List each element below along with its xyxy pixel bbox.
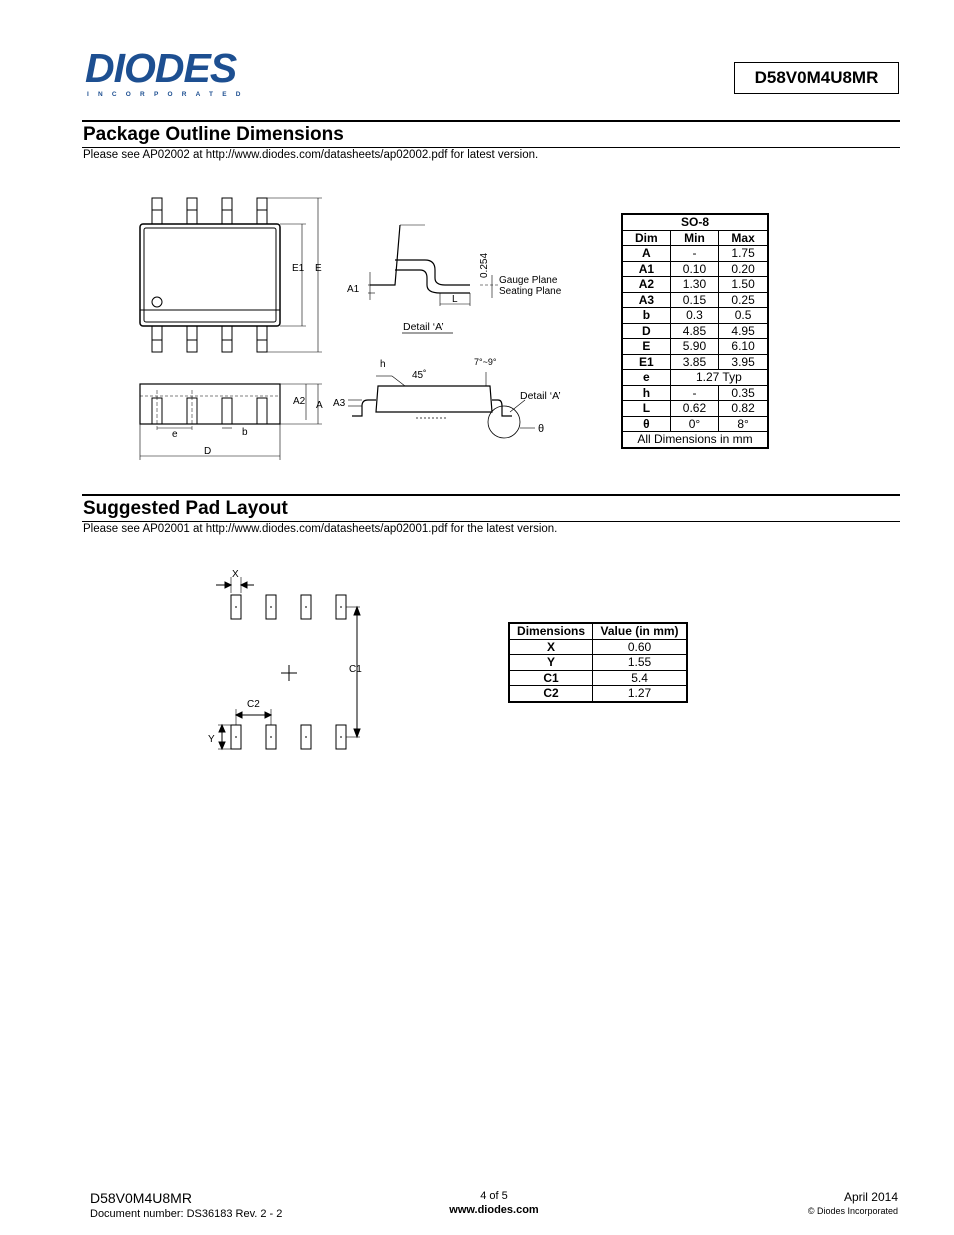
table-row: [622, 323, 768, 339]
table-row: [622, 370, 768, 386]
table-dim-cell: Y: [509, 655, 593, 671]
label-angle45: 45˚: [412, 370, 427, 381]
footer-page-number: 4 of 5: [480, 1190, 508, 1202]
table-header-cell: Max: [719, 230, 768, 246]
pad-section-rule-top: [82, 494, 900, 496]
label-angle79: 7°~9°: [474, 357, 497, 367]
label-l: L: [452, 294, 458, 305]
so8-dimension-table: [621, 213, 769, 449]
label-a1: A1: [347, 284, 360, 295]
pad-dimension-table: [508, 622, 688, 703]
table-row: [622, 401, 768, 417]
pad-section-rule-bottom: [82, 521, 900, 522]
table-row: [622, 416, 768, 432]
label-theta: θ: [538, 423, 545, 435]
section-rule-top: [82, 120, 900, 122]
logo-wordmark: DIODES: [85, 45, 237, 91]
table-row: [622, 339, 768, 355]
table-row: [622, 261, 768, 277]
table-cell: 4.95: [719, 323, 768, 339]
pad-label-c2: C2: [247, 699, 260, 710]
label-e: E: [315, 263, 322, 274]
table-row: [509, 655, 687, 671]
table-cell: 0.15: [670, 292, 718, 308]
table-dim-cell: E: [622, 339, 670, 355]
table-cell: 8°: [719, 416, 768, 432]
table-cell: 5.4: [593, 670, 687, 686]
label-gauge-dim: 0.254: [479, 252, 490, 278]
table-row: [622, 354, 768, 370]
table-row: [622, 246, 768, 262]
table-dim-cell: C1: [509, 670, 593, 686]
table-header-cell: Dimensions: [509, 623, 593, 639]
label-e1: E1: [292, 263, 305, 274]
label-pitch: e: [172, 429, 178, 440]
table-header-cell: Min: [670, 230, 718, 246]
pad-layout-title: Suggested Pad Layout: [83, 498, 288, 519]
pad-label-c1: C1: [349, 664, 362, 675]
table-cell: 6.10: [719, 339, 768, 355]
table-cell: 1.30: [670, 277, 718, 293]
table-cell: 0.20: [719, 261, 768, 277]
table-cell: 0.10: [670, 261, 718, 277]
label-detail-a: Detail ‘A’: [403, 321, 444, 333]
pad-label-y: Y: [208, 734, 215, 745]
label-a2: A2: [293, 396, 306, 407]
pad-layout-drawing: [200, 565, 380, 760]
table-dim-cell: A2: [622, 277, 670, 293]
table-cell: 0.25: [719, 292, 768, 308]
package-outline-note: Please see AP02002 at http://www.diodes.com/datasheets/ap02002.pdf for latest version.: [83, 149, 539, 161]
table-dim-cell: θ: [622, 416, 670, 432]
table-cell: 3.95: [719, 354, 768, 370]
label-a3: A3: [333, 398, 346, 409]
footer-date: April 2014: [843, 1190, 898, 1204]
label-d: D: [204, 446, 212, 457]
table-cell: 5.90: [670, 339, 718, 355]
table-row: [622, 385, 768, 401]
table-cell: -: [670, 246, 718, 262]
label-lead-b: b: [242, 427, 248, 438]
table-dim-cell: e: [622, 370, 670, 386]
table-cell: 0°: [670, 416, 718, 432]
package-outline-title: Package Outline Dimensions: [83, 124, 344, 145]
table-row: [509, 639, 687, 655]
table-dim-cell: A3: [622, 292, 670, 308]
table-dim-cell: L: [622, 401, 670, 417]
table-cell: 1.55: [593, 655, 687, 671]
part-number-box: D58V0M4U8MR: [734, 62, 899, 94]
table-cell: 0.60: [593, 639, 687, 655]
footer-part-number: D58V0M4U8MR: [90, 1190, 192, 1206]
table-cell: 0.5: [719, 308, 768, 324]
footer-doc-number: Document number: DS36183 Rev. 2 - 2: [90, 1208, 283, 1220]
table-cell: 0.62: [670, 401, 718, 417]
table-cell: 1.27 Typ: [670, 370, 768, 386]
table-row: [509, 686, 687, 702]
table-cell: 0.35: [719, 385, 768, 401]
table-dim-cell: X: [509, 639, 593, 655]
pad-label-x: X: [232, 569, 239, 580]
section-rule-bottom: [82, 147, 900, 148]
table-row: [509, 670, 687, 686]
table-dim-cell: C2: [509, 686, 593, 702]
table-header-row: [622, 230, 768, 246]
table-cell: 0.82: [719, 401, 768, 417]
table-cell: 1.75: [719, 246, 768, 262]
label-a: A: [316, 400, 323, 411]
table-dim-cell: E1: [622, 354, 670, 370]
table-row: [622, 292, 768, 308]
table-header-cell: Value (in mm): [593, 623, 687, 639]
table-cell: -: [670, 385, 718, 401]
table-row: [622, 308, 768, 324]
footer-website[interactable]: www.diodes.com: [449, 1204, 539, 1216]
package-outline-drawing: [130, 190, 580, 470]
label-seating-plane: Seating Plane: [499, 286, 562, 297]
footer-copyright: © Diodes Incorporated: [807, 1206, 898, 1216]
table-cell: 4.85: [670, 323, 718, 339]
table-title: SO-8: [622, 214, 768, 230]
label-detail-a-2: Detail ‘A’: [520, 390, 561, 402]
table-dim-cell: h: [622, 385, 670, 401]
table-cell: 1.27: [593, 686, 687, 702]
table-dim-cell: A: [622, 246, 670, 262]
table-header-row: [509, 623, 687, 639]
table-header-cell: Dim: [622, 230, 670, 246]
table-footer: All Dimensions in mm: [622, 432, 768, 448]
table-dim-cell: A1: [622, 261, 670, 277]
table-row: [622, 277, 768, 293]
table-dim-cell: D: [622, 323, 670, 339]
table-dim-cell: b: [622, 308, 670, 324]
label-gauge-plane: Gauge Plane: [499, 275, 558, 286]
table-cell: 3.85: [670, 354, 718, 370]
label-h: h: [380, 359, 386, 370]
table-cell: 1.50: [719, 277, 768, 293]
table-footer-row: [622, 432, 768, 448]
table-title-row: [622, 214, 768, 230]
logo-subtitle: INCORPORATED: [87, 91, 250, 98]
company-logo: [85, 45, 260, 98]
pad-layout-note: Please see AP02001 at http://www.diodes.com/datasheets/ap02001.pdf for the latest version.: [83, 523, 558, 535]
table-cell: 0.3: [670, 308, 718, 324]
